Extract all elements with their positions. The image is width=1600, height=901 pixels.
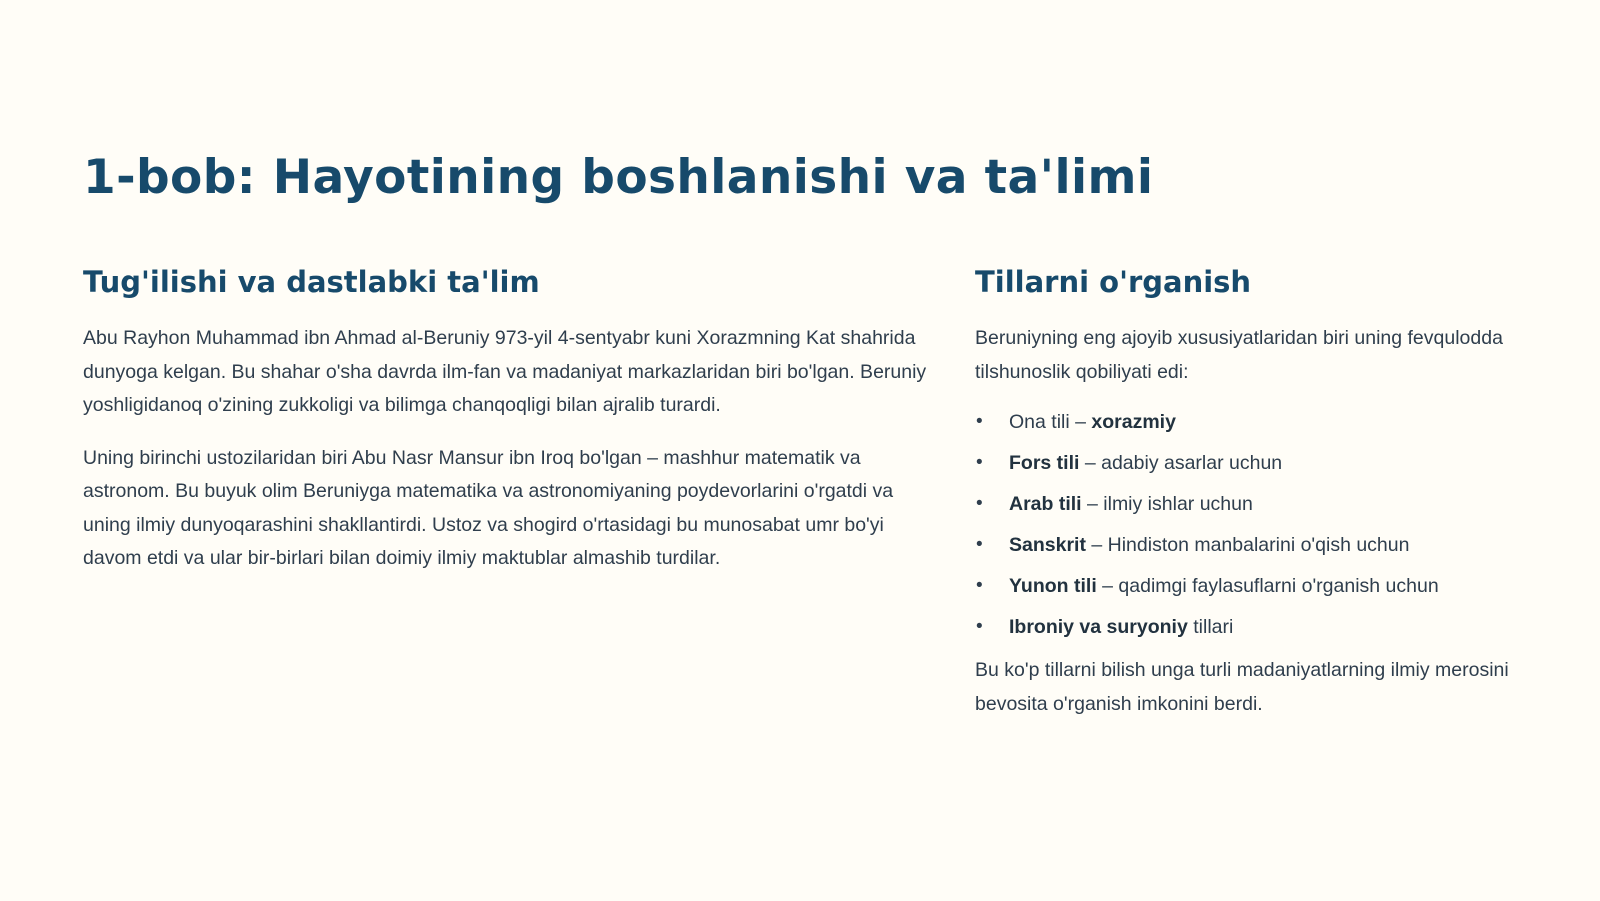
bullet-icon: • bbox=[976, 534, 983, 555]
bullet-icon: • bbox=[976, 411, 983, 432]
list-item bbox=[975, 572, 1535, 600]
bullet-icon: • bbox=[976, 493, 983, 514]
languages-list bbox=[975, 408, 1535, 641]
list-item bbox=[975, 531, 1535, 559]
list-item-text: Ona tili – bbox=[1009, 411, 1092, 433]
section-heading-languages: Tillarni o'rganish bbox=[975, 265, 1252, 299]
list-item-text: – ilmiy ishlar uchun bbox=[1081, 493, 1253, 515]
bullet-icon: • bbox=[976, 616, 983, 637]
languages-section bbox=[975, 262, 1535, 740]
list-item-text: tillari bbox=[1187, 616, 1234, 638]
paragraph-teacher: Uning birinchi ustozilaridan biri Abu Nasr Mansur ibn Iroq bo'lgan – mashhur matematik va astronom. Bu buyuk olim Beruniyga matematika va astronomiyaning poydevorlarini o'rgatdi va uning ilmiy dunyoqarashini shakllantirdi. Ustoz va shogird o'rtasidagi bu munosabat umr bo'yi davom etdi va ular bir-birlari bilan doimiy ilmiy maktublar almashib turdilar. bbox=[83, 446, 894, 569]
list-item bbox=[975, 449, 1535, 477]
list-item-text: – Hindiston manbalarini o'qish uchun bbox=[1085, 534, 1410, 556]
page-title: 1-bob: Hayotining boshlanishi va ta'limi bbox=[83, 150, 1154, 205]
list-item-bold: Ibroniy va suryoniy bbox=[1009, 616, 1188, 638]
list-item-text: – qadimgi faylasuflarni o'rganish uchun bbox=[1096, 575, 1439, 597]
birth-and-education-section bbox=[83, 262, 933, 595]
paragraph-birth: Abu Rayhon Muhammad ibn Ahmad al-Beruniy 973-yil 4-sentyabr kuni Xorazmning Kat shahrida dunyoga kelgan. Bu shahar o'sha davrda ilm-fan va madaniyat markazlaridan biri bo'lgan. Beruniy yoshligidanoq o'zining zukkoligi va bilimga chanqoqligi bilan ajralib turardi. bbox=[83, 327, 927, 416]
section-heading-birth: Tug'ilishi va dastlabki ta'lim bbox=[83, 265, 540, 299]
list-item-bold: Arab tili bbox=[1009, 493, 1082, 515]
list-item bbox=[975, 613, 1535, 641]
list-item-text: – adabiy asarlar uchun bbox=[1079, 452, 1283, 474]
list-item bbox=[975, 408, 1535, 436]
languages-conclusion: Bu ko'p tillarni bilish unga turli madaniyatlarning ilmiy merosini bevosita o'rganish imkonini berdi. bbox=[975, 659, 1509, 715]
list-item-bold: Yunon tili bbox=[1009, 575, 1097, 597]
list-item-bold: Fors tili bbox=[1009, 452, 1080, 474]
list-item bbox=[975, 490, 1535, 518]
list-item-bold: xorazmiy bbox=[1091, 411, 1176, 433]
bullet-icon: • bbox=[976, 452, 983, 473]
list-item-bold: Sanskrit bbox=[1009, 534, 1086, 556]
bullet-icon: • bbox=[976, 575, 983, 596]
languages-intro: Beruniyning eng ajoyib xususiyatlaridan biri uning fevqulodda tilshunoslik qobiliyati edi: bbox=[975, 327, 1503, 383]
